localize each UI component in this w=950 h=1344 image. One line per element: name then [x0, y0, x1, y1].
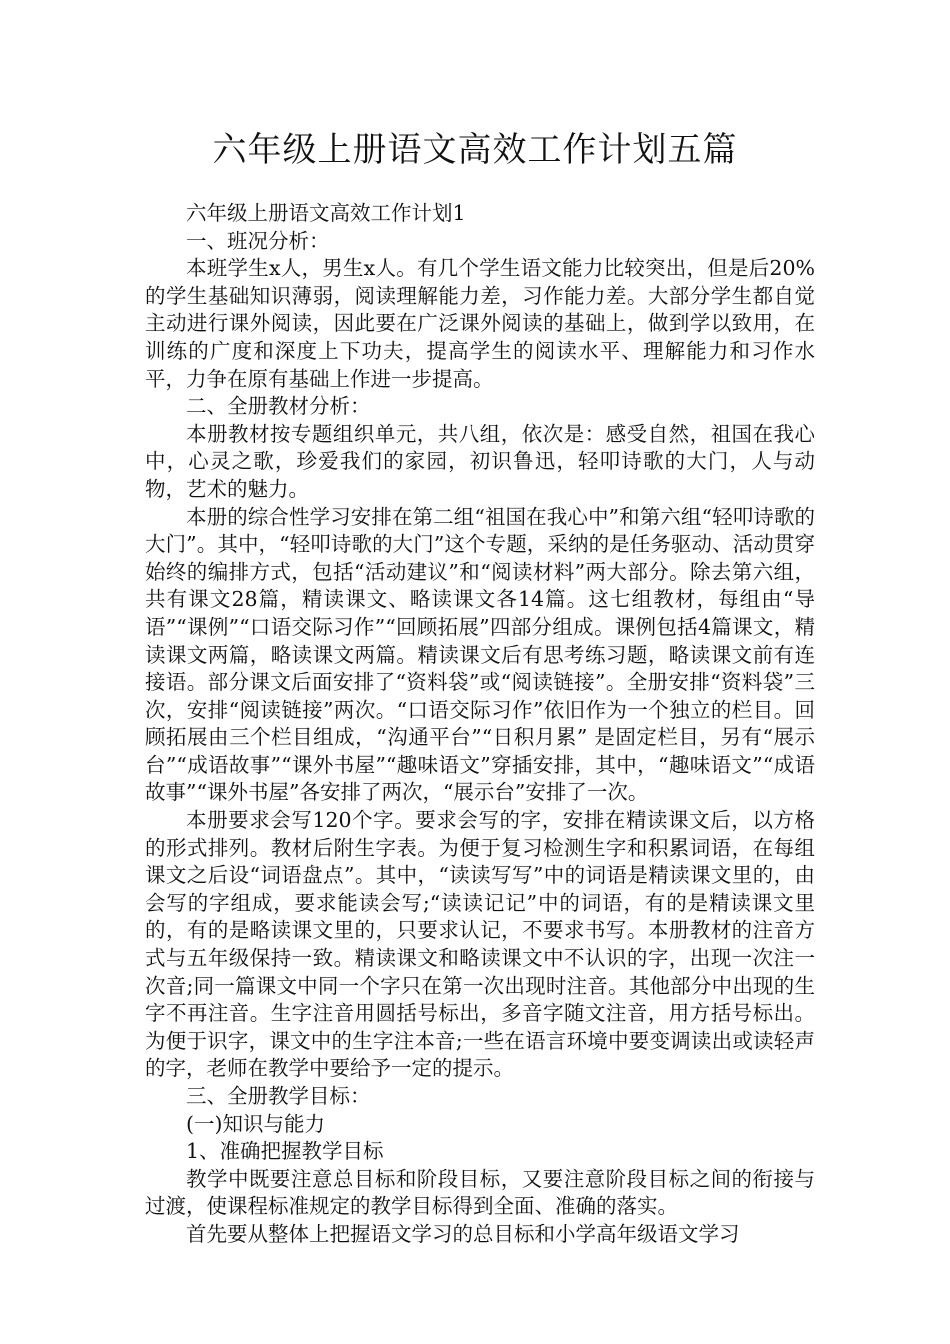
- heading-teaching-goals: 三、全册教学目标：: [186, 1084, 371, 1108]
- paragraph-characters: 本册要求会写120个字。要求会写的字，安排在精读课文后，以方格的形式排列。教材后附生字表。为便于复习检测生字和积累词语，在每组课文之后设“词语盘点”。其中，“读读写写”中的词语是精读课文里的，由会写的字组成，要求能读会写;“读读记记”中的词语，有的是精读课文里的，有的是略读课文里的，只要求认记，不要求书写。本册教材的注音方式与五年级保持一致。精读课文和略读课文中不认识的字，出现一次注一次音;同一篇课文中同一个字只在第一次出现时注音。其他部分中出现的生字不再注音。生字注音用圆括号标出，多音字随文注音，用方括号标出。为便于识字，课文中的生字注本音;一些在语言环境中要变调读出或读轻声的字，老师在教学中要给予一定的提示。: [145, 808, 815, 1081]
- paragraph-comprehensive-learning: 本册的综合性学习安排在第二组“祖国在我心中”和第六组“轻叩诗歌的大门”。其中，“轻叩诗歌的大门”这个专题，采纳的是任务驱动、活动贯穿始终的编排方式，包括“活动建议”和“阅读材料”两大部分。除去第六组，共有课文28篇，精读课文、略读课文各14篇。这七组教材，每组由“导语”“课例”“口语交际习作”“回顾拓展”四部分组成。课例包括4篇课文，精读课文两篇，略读课文两篇。精读课文后有思考练习题，略读课文前有连接语。部分课文后面安排了“资料袋”或“阅读链接”。全册安排“资料袋”三次，安排“阅读链接”两次。“口语交际习作”依旧作为一个独立的栏目。回顾拓展由三个栏目组成，“沟通平台”“日积月累” 是固定栏目，另有“展示台”“成语故事”“课外书屋”“趣味语文”穿插安排，其中，“趣味语文”“成语故事”“课外书屋”各安排了两次，“展示台”安排了一次。: [145, 504, 815, 805]
- paragraph-overall-goals: 首先要从整体上把握语文学习的总目标和小学高年级语文学习: [186, 1221, 740, 1246]
- heading-textbook-analysis: 二、全册教材分析：: [186, 394, 371, 419]
- subheading-grasp-goals: 1、准确把握教学目标: [186, 1139, 384, 1164]
- subheading-knowledge-ability: (一)知识与能力: [186, 1111, 325, 1136]
- paragraph-units: 本册教材按专题组织单元，共八组，依次是：感受自然，祖国在我心中，心灵之歌，珍爱我们的家园，初识鲁迅，轻叩诗歌的大门，人与动物，艺术的魅力。: [145, 421, 815, 501]
- heading-class-analysis: 一、班况分析：: [186, 228, 330, 253]
- document-title: 六年级上册语文高效工作计划五篇: [212, 130, 738, 170]
- paragraph-class-analysis: 本班学生x人，男生x人。有几个学生语文能力比较突出，但是后20%的学生基础知识薄弱，阅读理解能力差，习作能力差。大部分学生都自觉主动进行课外阅读，因此要在广泛课外阅读的基础上，做到学以致用，在训练的广度和深度上下功夫，提高学生的阅读水平、理解能力和习作水平，力争在原有基础上作进一步提高。: [145, 256, 815, 391]
- document-body: [145, 200, 815, 1249]
- section-heading-plan-1: 六年级上册语文高效工作计划1: [186, 201, 466, 225]
- paragraph-goals: 教学中既要注意总目标和阶段目标，又要注意阶段目标之间的衔接与过渡，使课程标准规定的教学目标得到全面、准确的落实。: [145, 1166, 815, 1219]
